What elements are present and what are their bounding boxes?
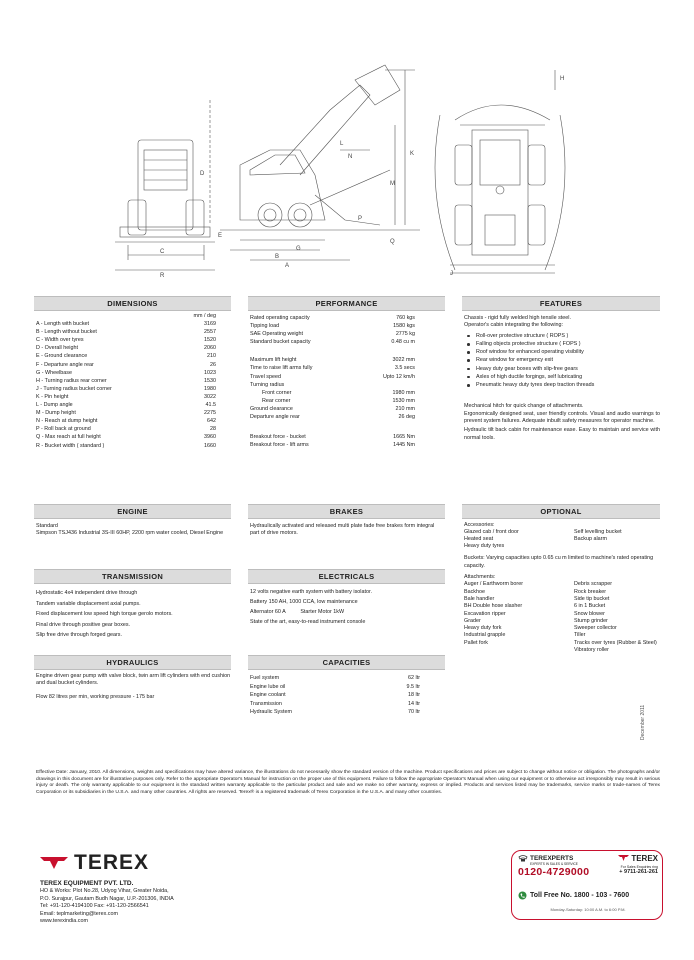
feature-item: Heavy duty gear boxes with slip-free gears bbox=[464, 365, 660, 373]
performance-row-value: Upto 12 km/h bbox=[382, 373, 415, 380]
dim-letter-M: M bbox=[390, 181, 395, 187]
dim-letter-N: N bbox=[348, 154, 353, 160]
capacity-row bbox=[250, 691, 420, 700]
performance-row-value: 1980 mm bbox=[392, 389, 415, 396]
dimension-row-label: N - Reach at dump height bbox=[36, 418, 98, 425]
accessories-grid bbox=[464, 529, 664, 549]
capacity-row-value: 18 ltr bbox=[408, 692, 420, 699]
dimension-row bbox=[36, 336, 216, 344]
dimensions-table bbox=[36, 312, 216, 450]
toll-free-phone-icon bbox=[518, 891, 527, 900]
brakes-text: Hydraulically activated and released multi plate fade free brakes form integral part of drive motors. bbox=[250, 523, 435, 537]
accessories-item: Glazed cab / front door bbox=[464, 529, 519, 536]
dimension-row-value: 3960 bbox=[204, 434, 216, 441]
accessories-item bbox=[574, 543, 674, 550]
accessories-item: Heavy duty tyres bbox=[464, 542, 505, 549]
attachments-item: 6 in 1 Bucket bbox=[574, 603, 606, 610]
feature-item: Falling objects protective structure ( FOPS ) bbox=[464, 340, 660, 348]
dimension-row-label: C - Width over tyres bbox=[36, 337, 84, 344]
dimension-row-value: 2557 bbox=[204, 329, 216, 336]
performance-row-value: 1530 mm bbox=[392, 397, 415, 404]
performance-row bbox=[250, 338, 415, 346]
dimension-row-value: 2275 bbox=[204, 410, 216, 417]
engine-text bbox=[36, 523, 236, 538]
dimension-row-label: G - Wheelbase bbox=[36, 369, 72, 376]
electricals-line: Battery 150 AH, 1000 CCA, low maintenance bbox=[250, 599, 358, 605]
accessories-label: Accessories: bbox=[464, 522, 495, 528]
performance-row-label: Maximum lift height bbox=[250, 357, 297, 364]
attachments-grid bbox=[464, 581, 664, 654]
attachments-item: Pallet fork bbox=[464, 639, 488, 646]
performance-row bbox=[250, 322, 415, 330]
performance-row-label: SAE Operating weight bbox=[250, 331, 304, 338]
performance-row bbox=[250, 364, 415, 372]
top-view-drawing bbox=[435, 70, 565, 273]
dim-letter-H: H bbox=[560, 76, 565, 82]
transmission-line: Slip free drive through forged gears. bbox=[36, 632, 123, 638]
feature-item: Roof window for enhanced operating visibility bbox=[464, 348, 660, 356]
capacity-row-label: Hydraulic System bbox=[250, 709, 292, 716]
performance-row-value: 3.5 secs bbox=[394, 365, 415, 372]
capacity-row bbox=[250, 700, 420, 709]
dimension-row-label: H - Turning radius rear corner bbox=[36, 377, 107, 384]
office-hours: Monday-Saturday: 10:00 A.M. to 6:00 P.M. bbox=[550, 907, 626, 912]
feature-item: Roll-over protective structure ( ROPS ) bbox=[464, 332, 660, 340]
features-intro: Operator's cabin integrating the following: bbox=[464, 322, 564, 329]
dimension-row-value: 1530 bbox=[204, 377, 216, 384]
performance-row-value: 26 deg bbox=[398, 414, 415, 421]
dimension-row-label: P - Roll back at ground bbox=[36, 426, 91, 433]
dimension-row-label: L - Dump angle bbox=[36, 402, 73, 409]
optional-content bbox=[464, 522, 664, 654]
dimension-row bbox=[36, 425, 216, 433]
dimension-row-value: 3022 bbox=[204, 393, 216, 400]
dimension-row-label: J - Turning radius bucket corner bbox=[36, 385, 112, 392]
performance-row bbox=[250, 330, 415, 338]
turning-radius-label: Turning radius bbox=[250, 381, 285, 388]
dimension-row-label: E - Ground clearance bbox=[36, 353, 88, 360]
phone-icon bbox=[518, 854, 528, 862]
engine-header: ENGINE bbox=[34, 504, 231, 519]
terexperts-tagline: EXPERTS IN SALES & SERVICE bbox=[530, 862, 578, 866]
dimension-row-label: R - Bucket width ( standard ) bbox=[36, 442, 105, 449]
terex-logo bbox=[40, 851, 149, 875]
performance-row bbox=[250, 433, 415, 441]
feature-item: Rear window for emergency exit bbox=[464, 356, 660, 364]
performance-row-label: Breakout force - lift arms bbox=[250, 442, 309, 449]
dimension-row-value: 41.5 bbox=[205, 402, 216, 409]
performance-row bbox=[262, 389, 415, 397]
attachments-item: Bale handler bbox=[464, 596, 495, 602]
dimension-row bbox=[36, 369, 216, 377]
hydraulics-line: Engine driven gear pump with valve block, twin arm lift cylinders with end cushion and dual bucket cylinders. bbox=[36, 673, 231, 687]
performance-row-value: 2775 kg bbox=[395, 331, 415, 338]
capacity-row-label: Engine lube oil bbox=[250, 683, 286, 690]
optional-header: OPTIONAL bbox=[462, 504, 660, 519]
dim-letter-P: P bbox=[358, 216, 363, 222]
attachments-item: Debris scrapper bbox=[574, 581, 613, 588]
performance-row-label: Travel speed bbox=[250, 373, 281, 380]
brakes-header: BRAKES bbox=[248, 504, 445, 519]
capacity-row bbox=[250, 708, 420, 717]
terex-logo-mark-icon bbox=[40, 855, 68, 871]
attachments-item: Tiller bbox=[574, 632, 586, 639]
performance-row-label: Standard bucket capacity bbox=[250, 339, 311, 346]
performance-table bbox=[250, 314, 415, 449]
sales-number[interactable]: + 9711-261-261 bbox=[619, 869, 658, 875]
company-info bbox=[40, 879, 300, 926]
capacities-header: CAPACITIES bbox=[248, 655, 445, 670]
transmission-header: TRANSMISSION bbox=[34, 569, 231, 584]
performance-row-label: Rated operating capacity bbox=[250, 315, 310, 321]
address-line: Tel: +91-120-4194100 Fax: +91-120-2566541 bbox=[40, 903, 149, 910]
dimension-row-label: A - Length with bucket bbox=[36, 321, 90, 328]
attachments-item: Auger / Earthworm borer bbox=[464, 581, 524, 588]
contact-brand-right: TEREX bbox=[631, 854, 658, 863]
dimension-row-value: 28 bbox=[210, 426, 216, 433]
dimension-row-value: 1980 bbox=[204, 385, 216, 392]
performance-row bbox=[250, 405, 415, 413]
capacities-table bbox=[250, 674, 420, 717]
dim-letter-D: D bbox=[200, 171, 205, 177]
electricals-line: 12 volts negative earth system with battery isolator. bbox=[250, 589, 372, 595]
disclaimer: Effective Date: January, 2010. All dimensions, weights and specifications may have altered variance, the illustrations do not necessarily show the standard version of the machine. Product specifications and prices are subject to change without notice or obligation. The photographs and/or drawings in this document are for illustrative purposes only. Refer to the appropriate Operator's Manual for instruction on the proper use of this equipment. Failure to follow the appropriate Operator's Manual when using our equipment or to otherwise act irresponsibly may result in serious injury or death. The only warranty applicable to our equipment is the standard written warranty applicable to the particular product and sale and we make no other warranty, express or implied. Products and services listed may be trademarks, service marks or trade-names of Terex Corporation or its subsidiaries in the U.S.A. and many other countries. All rights are reserved. Terex® is a registered trademark of Terex Corporation in the U.S.A. and many other countries. bbox=[36, 770, 660, 795]
hydraulics-text bbox=[36, 673, 236, 701]
dimensions-header: DIMENSIONS bbox=[34, 296, 231, 311]
terex-small-logo-icon bbox=[618, 855, 629, 862]
accessories-item: Self levelling bucket bbox=[574, 529, 622, 536]
dimension-row bbox=[36, 377, 216, 385]
dimension-row bbox=[36, 344, 216, 352]
dimension-row-label: B - Length without bucket bbox=[36, 329, 97, 336]
dim-letter-L: L bbox=[340, 141, 344, 147]
dimension-row-label: K - Pin height bbox=[36, 393, 69, 400]
features-list bbox=[464, 332, 660, 389]
dimension-row bbox=[36, 401, 216, 409]
attachments-item: Tracks over tyres (Rubber & Steel) bbox=[574, 639, 657, 646]
features-paragraph: Ergonomically designed seat, user friendly controls. Visual and audio warnings to prevent system failures. Adequate inbuilt safety measures for operator machine. bbox=[464, 410, 660, 425]
attachments-item: Excavation ripper bbox=[464, 610, 506, 617]
sales-label: For Sales Enquiries ring bbox=[620, 865, 658, 869]
hydraulics-line: Flow 82 litres per min, working pressure - 175 bar bbox=[36, 693, 155, 700]
contact-phone[interactable]: 0120-4729000 bbox=[518, 866, 590, 878]
dim-letter-R: R bbox=[160, 273, 165, 279]
dimension-row-value: 1023 bbox=[204, 369, 216, 376]
attachments-item: Side tip bucket bbox=[574, 596, 610, 602]
dimension-row-value: 210 bbox=[207, 353, 216, 360]
attachments-item: Grader bbox=[464, 617, 481, 624]
dimension-row-value: 1520 bbox=[204, 337, 216, 344]
dimension-row-value: 26 bbox=[210, 361, 216, 368]
technical-drawings bbox=[100, 55, 580, 280]
dimension-row bbox=[36, 352, 216, 360]
performance-row-label: Tipping load bbox=[250, 323, 280, 330]
dimension-row-value: 2060 bbox=[204, 345, 216, 352]
dimension-row-value: 1660 bbox=[204, 442, 216, 449]
dim-letter-A: A bbox=[285, 263, 290, 269]
transmission-text bbox=[36, 588, 236, 641]
front-view-drawing bbox=[115, 140, 215, 270]
dimension-row-label: F - Departure angle rear bbox=[36, 361, 94, 368]
terexperts-brand: TEREXPERTS bbox=[530, 854, 574, 862]
performance-row bbox=[262, 397, 415, 405]
transmission-line: Tandem variable displacement axial pumps. bbox=[36, 600, 141, 607]
dim-letter-G: G bbox=[296, 246, 301, 252]
features-text bbox=[464, 315, 660, 442]
dimension-row-value: 3169 bbox=[204, 321, 216, 328]
company-name: TEREX EQUIPMENT PVT. LTD. bbox=[40, 880, 134, 887]
attachments-item: Backhoe bbox=[464, 588, 485, 595]
features-paragraph: Hydraulic tilt back cabin for maintenance ease. Easy to maintain and service with normal tools. bbox=[464, 427, 660, 441]
transmission-line: Final drive through positive gear boxes. bbox=[36, 621, 131, 628]
buckets-text: Buckets: Varying capacities upto 0.65 cu m limited to machine's rated operating capacity. bbox=[464, 555, 654, 569]
feature-item: Axles of high ductile forgings, self lubricating bbox=[464, 373, 660, 381]
attachments-item: Sweeper collector bbox=[574, 625, 617, 632]
dimension-row bbox=[36, 417, 216, 425]
performance-row-label: Ground clearance bbox=[250, 405, 293, 412]
accessories-item: Heated seat bbox=[464, 536, 494, 542]
performance-row-label: Front corner bbox=[262, 389, 292, 396]
website-link[interactable]: www.terexindia.com bbox=[40, 918, 88, 925]
dim-letter-K: K bbox=[410, 151, 415, 157]
dim-letter-E: E bbox=[218, 233, 223, 239]
dimension-row-label: M - Dump height bbox=[36, 410, 76, 417]
attachments-item: Rock breaker bbox=[574, 588, 607, 595]
attachments-item: Industrial grapple bbox=[464, 632, 506, 639]
performance-row bbox=[250, 356, 415, 364]
dimension-row-label: D - Overall height bbox=[36, 345, 78, 352]
dim-letter-C: C bbox=[160, 249, 165, 255]
dimension-row bbox=[36, 442, 216, 450]
capacity-row-label: Transmission bbox=[250, 700, 282, 707]
brand-name: TEREX bbox=[74, 851, 150, 874]
dimension-row bbox=[36, 328, 216, 336]
capacity-row bbox=[250, 683, 420, 692]
capacity-row-value: 70 ltr bbox=[408, 709, 420, 716]
dimension-row bbox=[36, 433, 216, 441]
dim-letter-J: J bbox=[450, 271, 453, 277]
electricals-line: Alternator 60 A Starter Motor 1kW bbox=[250, 609, 345, 615]
attachments-item bbox=[464, 647, 574, 654]
dimension-row-value: 642 bbox=[207, 418, 216, 425]
performance-row-value: 3022 mm bbox=[392, 357, 415, 364]
dimension-row bbox=[36, 320, 216, 328]
side-view-drawing bbox=[210, 65, 420, 260]
performance-row bbox=[250, 373, 415, 381]
performance-row-label: Departure angle rear bbox=[250, 414, 300, 421]
address-line: P.O. Surajpur, Gautam Budh Nagar, U.P.-201306, INDIA bbox=[40, 895, 174, 902]
attachments-item: Stump grinder bbox=[574, 617, 608, 624]
dim-letter-Q: Q bbox=[390, 239, 395, 245]
email-link[interactable]: Email: teplmarketing@terex.com bbox=[40, 910, 118, 917]
performance-row-value: 210 mm bbox=[395, 405, 415, 412]
transmission-line: Fixed displacement low speed high torque gerolo motors. bbox=[36, 611, 173, 617]
dim-letter-B: B bbox=[275, 254, 280, 260]
performance-row-label: Breakout force - bucket bbox=[250, 434, 306, 441]
engine-line: Standard bbox=[36, 523, 58, 529]
dimension-row bbox=[36, 385, 216, 393]
performance-row-value: 1665 Nm bbox=[393, 434, 415, 441]
hydraulics-header: HYDRAULICS bbox=[34, 655, 231, 670]
feature-item: Pneumatic heavy duty tyres deep traction threads bbox=[464, 381, 660, 389]
dimension-row-label: Q - Max reach at full height bbox=[36, 434, 101, 441]
dimension-row bbox=[36, 361, 216, 369]
features-intro: Chassis - rigid fully welded high tensile steel. bbox=[464, 315, 571, 321]
capacity-row-label: Fuel system bbox=[250, 675, 280, 681]
engine-line: Simpson TSJ436 Industrial 3S-III 60HP, 2200 rpm water cooled, Diesel Engine bbox=[36, 530, 224, 537]
performance-row bbox=[250, 441, 415, 449]
capacity-row-value: 9.5 ltr bbox=[406, 683, 420, 690]
attachments-item: Snow blower bbox=[574, 610, 605, 617]
performance-row-value: 0.48 cu m bbox=[391, 339, 415, 346]
capacity-row bbox=[250, 674, 420, 683]
performance-row-value: 1580 kgs bbox=[393, 323, 415, 330]
transmission-line: Hydrostatic 4x4 independent drive through bbox=[36, 590, 138, 596]
attachments-item: Heavy duty fork bbox=[464, 625, 502, 632]
performance-row-value: 760 kgs bbox=[396, 315, 415, 321]
performance-row bbox=[250, 314, 415, 322]
dimension-row bbox=[36, 409, 216, 417]
capacity-row-label: Engine coolant bbox=[250, 692, 286, 699]
attachments-item: Vibratory roller bbox=[574, 647, 609, 654]
accessories-item: Backup alarm bbox=[574, 536, 607, 542]
address-line: HO & Works: Plot No.28, Udyog Vihar, Greater Noida, bbox=[40, 888, 169, 894]
performance-row-value: 1445 Nm bbox=[393, 442, 415, 449]
performance-row-label: Time to raise lift arms fully bbox=[250, 365, 313, 372]
performance-header: PERFORMANCE bbox=[248, 296, 445, 311]
attachments-item: BH Double hose slasher bbox=[464, 603, 523, 610]
contact-box bbox=[511, 850, 663, 920]
dimension-row bbox=[36, 393, 216, 401]
capacity-row-value: 14 ltr bbox=[408, 700, 420, 707]
capacity-row-value: 62 ltr bbox=[408, 675, 420, 681]
features-header: FEATURES bbox=[462, 296, 660, 311]
document-date: December 2011 bbox=[640, 704, 646, 740]
electricals-line: State of the art, easy-to-read instrument console bbox=[250, 619, 366, 625]
attachments-label: Attachments: bbox=[464, 574, 496, 580]
toll-free-number[interactable]: Toll Free No. 1800 - 103 - 7600 bbox=[530, 892, 630, 899]
performance-row-label: Rear corner bbox=[262, 397, 291, 404]
electricals-header: ELECTRICALS bbox=[248, 569, 445, 584]
dimensions-unit: mm / deg bbox=[193, 313, 216, 319]
performance-row bbox=[250, 413, 415, 421]
electricals-text bbox=[250, 587, 450, 627]
features-paragraph: Mechanical hitch for quick change of attachments. bbox=[464, 403, 584, 410]
